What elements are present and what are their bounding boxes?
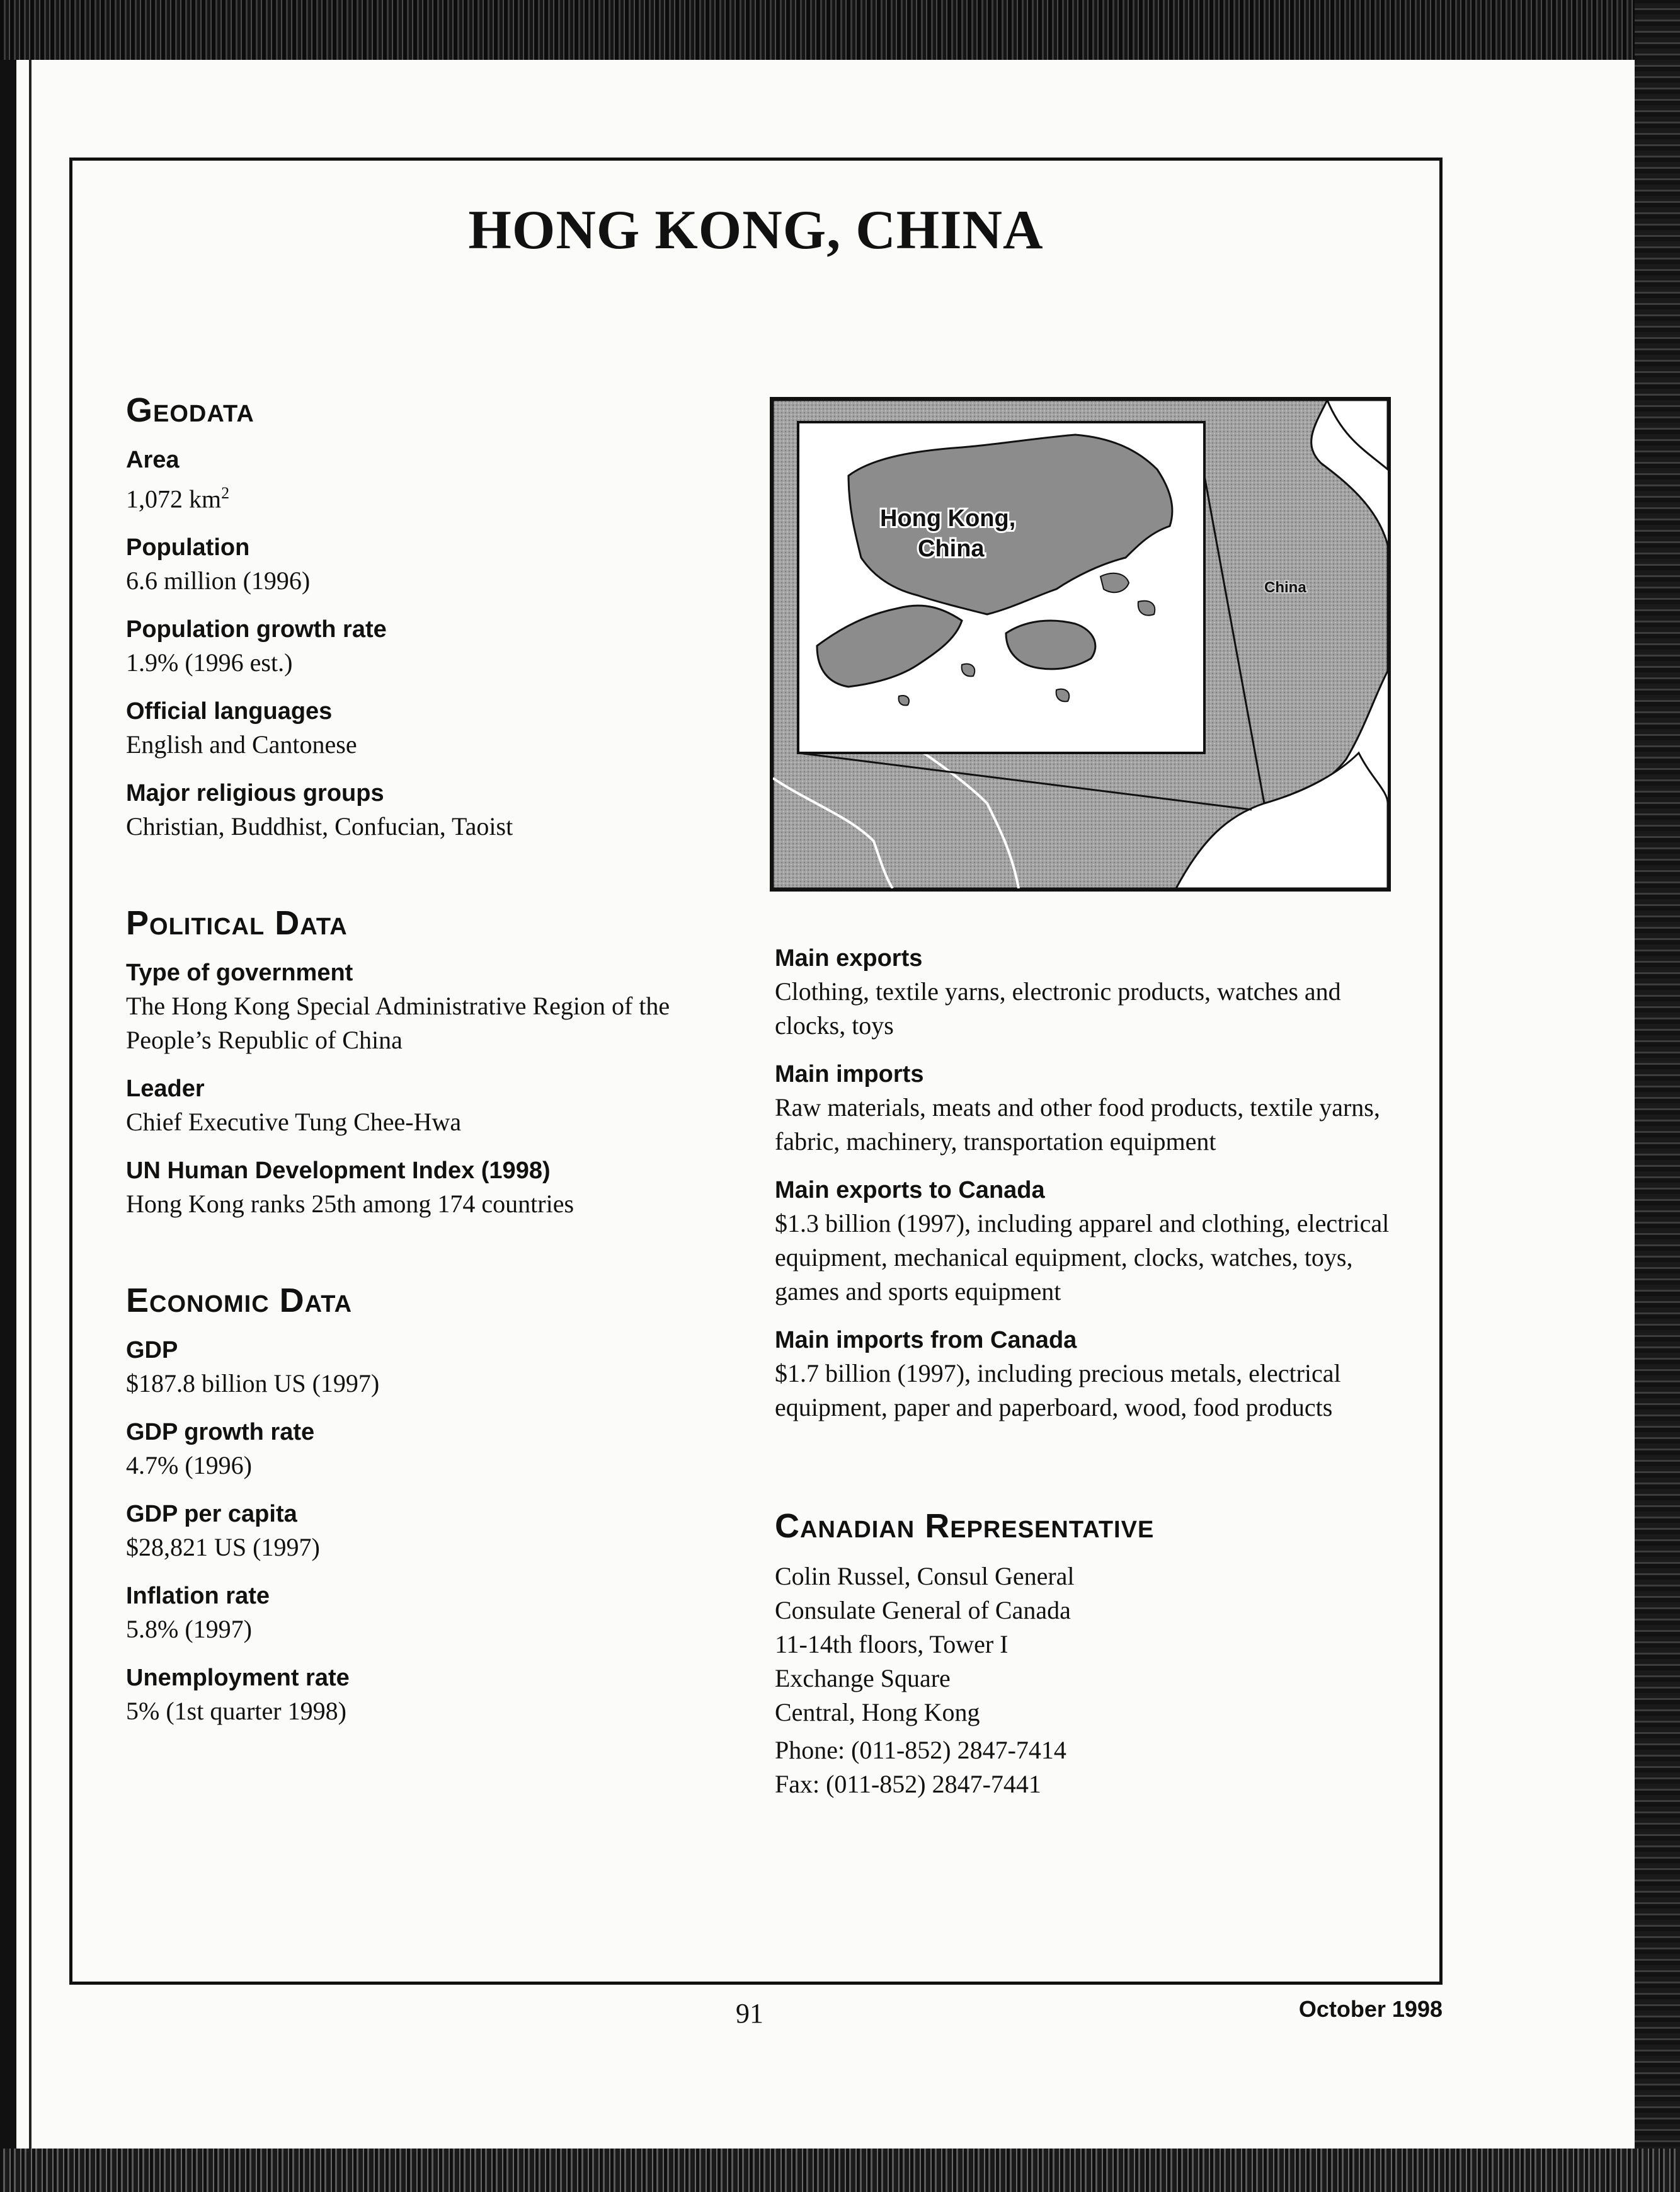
imports-label: Main imports: [775, 1061, 924, 1087]
right-column: [775, 942, 1405, 1801]
inflation-value: 5.8% (1997): [126, 1615, 252, 1644]
imports-canada-field: [775, 1324, 1405, 1425]
gdp-capita-field: [126, 1498, 724, 1564]
scan-border-bottom: [0, 2149, 1680, 2192]
economic-section: [126, 1281, 724, 1728]
representative-heading: Canadian Representative: [775, 1507, 1155, 1545]
area-number: 1,072 km: [126, 485, 222, 514]
representative-address: [775, 1559, 1405, 1730]
leader-label: Leader: [126, 1076, 205, 1103]
representative-contact: [775, 1733, 1405, 1801]
population-label: Population: [126, 534, 250, 561]
government-label: Type of government: [126, 960, 353, 987]
location-map: [770, 397, 1391, 892]
map-graphic: [773, 400, 1388, 888]
page-title: HONG KONG, CHINA: [468, 200, 1044, 261]
hdi-field: [126, 1154, 724, 1221]
gdp-growth-label: GDP growth rate: [126, 1419, 315, 1446]
growth-value: 1.9% (1996 est.): [126, 648, 293, 677]
government-value: The Hong Kong Special Administrative Region of the People’s Republic of China: [126, 992, 670, 1055]
gdp-value: $187.8 billion US (1997): [126, 1369, 380, 1398]
unemployment-field: [126, 1661, 724, 1728]
exports-field: [775, 942, 1405, 1043]
languages-field: [126, 695, 724, 762]
political-heading: Political Data: [126, 904, 348, 943]
population-field: [126, 531, 724, 598]
map-label-hong-kong: Hong Kong,: [880, 505, 1016, 532]
growth-label: Population growth rate: [126, 616, 387, 643]
exports-canada-field: [775, 1174, 1405, 1309]
gdp-capita-label: GDP per capita: [126, 1501, 297, 1528]
inset-island: [1006, 621, 1095, 669]
geodata-heading: Geodata: [126, 391, 254, 429]
government-field: [126, 956, 724, 1057]
representative-section: [775, 1506, 1405, 1801]
hdi-label: UN Human Development Index (1998): [126, 1157, 551, 1185]
religion-label: Major religious groups: [126, 780, 384, 807]
imports-value: Raw materials, meats and other food products, textile yarns, fabric, machinery, transportation equipment: [775, 1093, 1380, 1156]
unemployment-label: Unemployment rate: [126, 1665, 350, 1692]
leader-field: [126, 1072, 724, 1139]
map-label-china-inset: China: [918, 536, 985, 562]
growth-field: [126, 613, 724, 680]
hdi-value: Hong Kong ranks 25th among 174 countries: [126, 1190, 574, 1219]
scan-border-top: [0, 0, 1680, 60]
area-label: Area: [126, 447, 180, 473]
leader-value: Chief Executive Tung Chee-Hwa: [126, 1108, 462, 1137]
exports-value: Clothing, textile yarns, electronic products, watches and clocks, toys: [775, 977, 1341, 1040]
languages-label: Official languages: [126, 698, 333, 725]
inflation-label: Inflation rate: [126, 1583, 270, 1610]
rep-line: Exchange Square: [775, 1664, 951, 1692]
rep-line: Colin Russel, Consul General: [775, 1562, 1075, 1590]
exports-canada-value: $1.3 billion (1997), including apparel and clothing, electrical equipment, mechanical equipment, clocks, watches, toys, games and sports equipment: [775, 1209, 1390, 1305]
languages-value: English and Cantonese: [126, 730, 357, 759]
imports-canada-label: Main imports from Canada: [775, 1327, 1077, 1353]
rep-line: Central, Hong Kong: [775, 1698, 980, 1726]
left-column: [126, 391, 724, 1788]
publication-date: October 1998: [1298, 1996, 1443, 2022]
gdp-field: [126, 1334, 724, 1401]
area-superscript: 2: [221, 484, 230, 502]
rep-line: 11-14th floors, Tower I: [775, 1630, 1009, 1658]
area-value: [126, 476, 724, 516]
unemployment-value: 5% (1st quarter 1998): [126, 1697, 346, 1726]
gdp-label: GDP: [126, 1337, 178, 1364]
scan-border-right: [1635, 0, 1680, 2192]
phone-number: Phone: (011-852) 2847-7414: [775, 1736, 1066, 1764]
imports-canada-value: $1.7 billion (1997), including precious metals, electrical equipment, paper and paperboard, wood, food products: [775, 1359, 1341, 1421]
population-value: 6.6 million (1996): [126, 566, 311, 595]
economic-heading: Economic Data: [126, 1282, 353, 1320]
map-label-china: China: [1264, 579, 1306, 596]
area-field: [126, 444, 724, 516]
religion-value: Christian, Buddhist, Confucian, Taoist: [126, 812, 513, 841]
gdp-capita-value: $28,821 US (1997): [126, 1533, 320, 1562]
religion-field: [126, 777, 724, 844]
inflation-field: [126, 1580, 724, 1646]
fax-number: Fax: (011-852) 2847-7441: [775, 1770, 1041, 1798]
geodata-section: [126, 391, 724, 844]
page-binding: [13, 60, 31, 2149]
imports-field: [775, 1058, 1405, 1159]
exports-label: Main exports: [775, 945, 923, 972]
page-number: 91: [736, 1998, 763, 2029]
gdp-growth-value: 4.7% (1996): [126, 1451, 252, 1480]
exports-canada-label: Main exports to Canada: [775, 1177, 1045, 1203]
rep-line: Consulate General of Canada: [775, 1596, 1071, 1624]
gdp-growth-field: [126, 1416, 724, 1483]
political-section: [126, 904, 724, 1221]
